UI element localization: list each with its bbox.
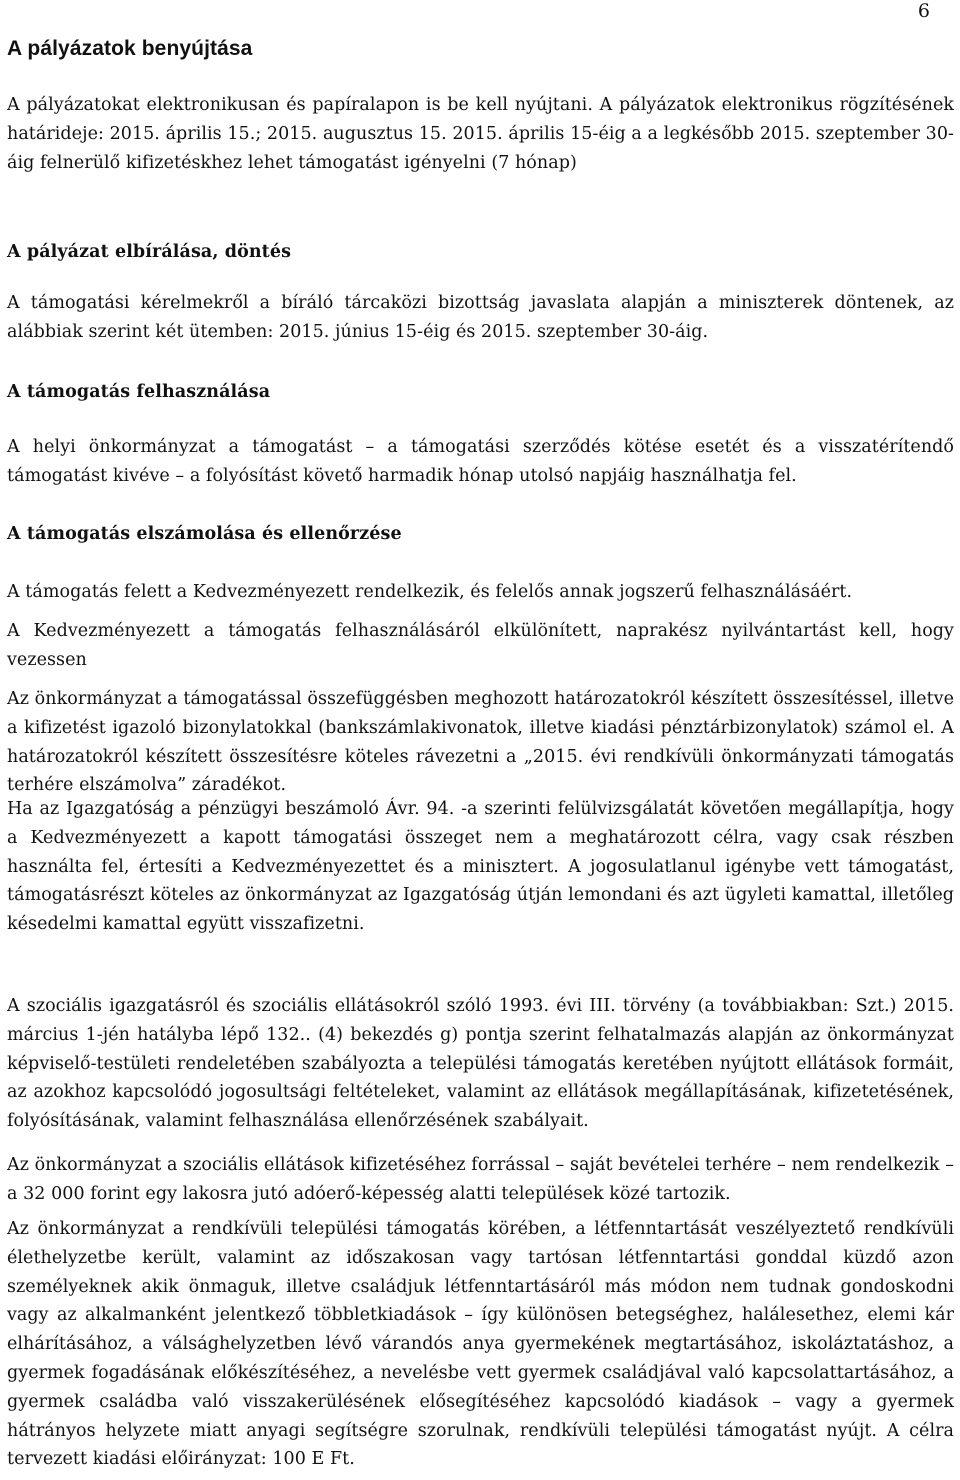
- social-paragraph-1: A szociális igazgatásról és szociális ellátásokról szóló 1993. évi III. törvény (a továbbiakban: Szt.) 2015. március 1-jén hatályba lépő 132.. (4) bekezdés g) pontja szerint felhatalmazás alapján az önkormányzat képviselő-testületi rendeletében szabályozta a települési támogatás keretében nyújtott ellátások formáit, az azokhoz kapcsolódó jogosultsági feltételeket, valamint az ellátások megállapításának, kifizetetésének, folyósításának, valamint felhasználása ellenőrzésének szabályait.: [7, 996, 954, 1132]
- main-heading: A pályázatok benyújtása: [7, 37, 253, 60]
- social-body-2: [7, 1151, 954, 1209]
- accounting-body-3: [7, 685, 954, 800]
- submission-section: [7, 91, 954, 177]
- usage-heading: A támogatás felhasználása: [7, 382, 271, 402]
- social-paragraph-2: Az önkormányzat a szociális ellátások kifizetéséhez forrással – saját bevételei terhére – nem rendelkezik – a 32 000 forint egy lakosra jutó adóerő-képesség alatti települések közé tartozik.: [7, 1155, 954, 1204]
- accounting-body-1: [7, 578, 954, 607]
- page-number: 6: [917, 0, 930, 22]
- accounting-paragraph-3: Az önkormányzat a támogatással összefüggésben meghozott határozatokról készített összesítéssel, illetve a kifizetést igazoló bizonylatokkal (bankszámlakivonatok, illetve kiadási pénztárbizonylatok) számol el. A határozatokról készített összesítésre köteles rávezetni a „2015. évi rendkívüli önkormányzati támogatás terhére elszámolva” záradékot.: [7, 689, 954, 796]
- accounting-paragraph-2: A Kedvezményezett a támogatás felhasználásáról elkülönített, naprakész nyilvántartást kell, hogy vezessen: [7, 621, 954, 670]
- usage-section: [7, 378, 954, 406]
- accounting-section: [7, 520, 954, 548]
- evaluation-body: [7, 289, 954, 347]
- usage-paragraph: A helyi önkormányzat a támogatást – a támogatási szerződés kötése esetét és a visszatérítendő támogatást kivéve – a folyósítást követő harmadik hónap utolsó napjáig használhatja fel.: [7, 437, 954, 486]
- accounting-body-4: [7, 795, 954, 939]
- social-paragraph-3: Az önkormányzat a rendkívüli települési támogatás körében, a létfenntartását veszélyeztető rendkívüli élethelyzetbe került, valamint az időszakosan vagy tartósan létfenntartási gonddal küzdő azon személyeknek akik önmaguk, illetve családjuk létfenntartásáról más módon nem tudnak gondoskodni vagy az alkalmanként jelentkező többletkiadások – így különösen betegséghez, halálesethez, elemi kár elhárításához, a válsághelyzetben lévő várandós anya gyermekének megtartásához, iskoláztatáshoz, a gyermek fogadásának előkészítéséhez, a nevelésbe vett gyermek családjával való kapcsolattartásához, a gyermek családba való visszakerülésének elősegítéséhez kapcsolódó kiadások – vagy a gyermek hátrányos helyzete miatt anyagi segítségre szorulnak, rendkívüli települési támogatást nyújt. A célra tervezett kiadási előirányzat: 100 E Ft.: [7, 1219, 954, 1470]
- social-body-1: [7, 992, 954, 1136]
- accounting-body-2: [7, 617, 954, 675]
- evaluation-heading: A pályázat elbírálása, döntés: [7, 242, 292, 262]
- accounting-paragraph-4: Ha az Igazgatóság a pénzügyi beszámoló Ávr. 94. -a szerinti felülvizsgálatát követően megállapítja, hogy a Kedvezményezett a kapott támogatási összeget nem a meghatározott célra, vagy csak részben használta fel, értesíti a Kedvezményezettet és a minisztert. A jogosulatlanul igénybe vett támogatást, támogatásrészt köteles az önkormányzat az Igazgatóság útján lemondani és azt ügyleti kamattal, illetőleg késedelmi kamattal együtt visszafizetni.: [7, 799, 954, 935]
- evaluation-paragraph: A támogatási kérelmekről a bíráló tárcaközi bizottság javaslata alapján a miniszterek döntenek, az alábbiak szerint két ütemben: 2015. június 15-éig és 2015. szeptember 30-áig.: [7, 293, 954, 342]
- submission-paragraph: A pályázatokat elektronikusan és papíralapon is be kell nyújtani. A pályázatok elektronikus rögzítésének határideje: 2015. április 15.; 2015. augusztus 15. 2015. április 15-éig a a legkésőbb 2015. szeptember 30-áig felnerülő kifizetéskhez lehet támogatást igényelni (7 hónap): [7, 95, 954, 173]
- accounting-heading: A támogatás elszámolása és ellenőrzése: [7, 524, 402, 544]
- social-body-3: [7, 1215, 954, 1474]
- evaluation-section: [7, 238, 954, 266]
- usage-body: [7, 433, 954, 491]
- accounting-paragraph-1: A támogatás felett a Kedvezményezett rendelkezik, és felelős annak jogszerű felhasználásáért.: [7, 582, 853, 602]
